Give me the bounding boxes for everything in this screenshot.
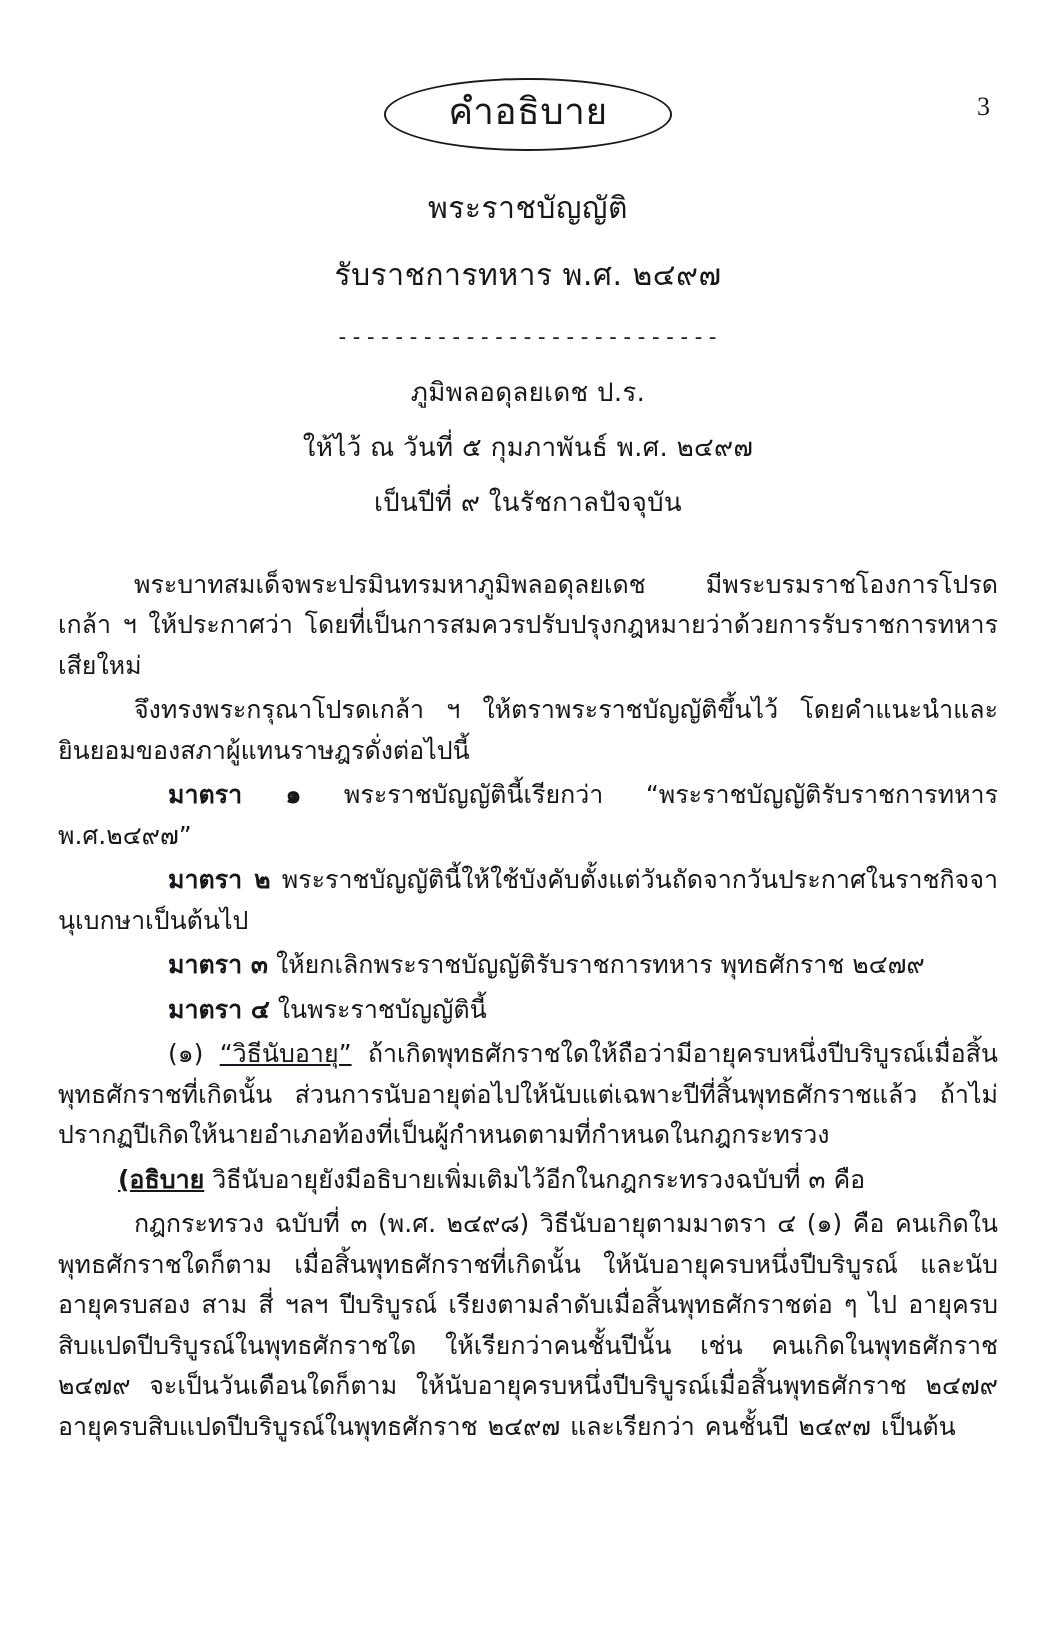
- document-body: [58, 565, 998, 1448]
- preamble-paragraph-1: พระบาทสมเด็จพระปรมินทรมหาภูมิพลอดุลยเดช มีพระบรมราชโองการโปรดเกล้า ฯ ให้ประกาศว่า โดยที่เป็นการสมควรปรับปรุงกฎหมายว่าด้วยการรับราชการทหารเสียใหม่: [58, 569, 998, 680]
- section-4: [58, 990, 998, 1031]
- royal-name: ภูมิพลอดุลยเดช ป.ร.: [410, 377, 646, 408]
- section-3-text: ให้ยกเลิกพระราชบัญญัติรับราชการทหาร พุทธศักราช ๒๔๗๙: [275, 950, 925, 980]
- explanation-label: (อธิบาย: [118, 1164, 205, 1194]
- section-2: [58, 860, 998, 941]
- document-page: [0, 78, 1056, 1627]
- oval-title-container: [0, 78, 1056, 151]
- section-4-text: ในพระราชบัญญัตินี้: [277, 994, 487, 1024]
- oval-title: คำอธิบาย: [384, 78, 671, 151]
- clause-1-text: ถ้าเกิดพุทธศักราชใดให้ถือว่ามีอายุครบหนึ่งปีบริบูรณ์เมื่อสิ้นพุทธศักราชที่เกิดนั้น ส่วนการนับอายุต่อไปให้นับแต่เฉพาะปีที่สิ้นพุทธศักราชแล้ว ถ้าไม่ปรากฏปีเกิดให้นายอำเภอท้องที่เป็นผู้กำหนดตามที่กำหนดในกฎกระทรวง: [58, 1039, 998, 1150]
- section-1-label: มาตรา ๑: [168, 780, 302, 810]
- section-1-text: พระราชบัญญัตินี้เรียกว่า “พระราชบัญญัติรับราชการทหาร พ.ศ.๒๔๙๗”: [58, 780, 999, 850]
- explanation-intro-text: วิธีนับอายุยังมีอธิบายเพิ่มเติมไว้อีกในกฎกระทรวงฉบับที่ ๓ คือ: [212, 1164, 866, 1194]
- clause-1-term: “วิธีนับอายุ”: [219, 1039, 352, 1069]
- clause-1: [58, 1034, 998, 1156]
- clause-1-number: (๑): [168, 1039, 204, 1069]
- preamble-paragraph-2: จึงทรงพระกรุณาโปรดเกล้า ฯ ให้ตราพระราชบัญญัติขึ้นไว้ โดยคำแนะนำและยินยอมของสภาผู้แทนราษฎรดั่งต่อไปนี้: [58, 695, 998, 765]
- act-subtitle: รับราชการทหาร พ.ศ. ๒๔๙๗: [334, 257, 722, 293]
- section-1: [58, 775, 998, 856]
- section-2-label: มาตรา ๒: [168, 865, 271, 895]
- section-2-text: พระราชบัญญัตินี้ให้ใช้บังคับตั้งแต่วันถัดจากวันประกาศในราชกิจจานุเบกษาเป็นต้นไป: [58, 865, 999, 935]
- reign-year: เป็นปีที่ ๙ ในรัชกาลปัจจุบัน: [374, 487, 682, 518]
- section-4-label: มาตรา ๔: [168, 994, 270, 1024]
- explanation-intro: [58, 1160, 998, 1201]
- page-number: 3: [977, 92, 990, 121]
- section-3: [58, 945, 998, 986]
- divider-rule: ---------------------------: [335, 324, 721, 350]
- explanation-body: กฎกระทรวง ฉบับที่ ๓ (พ.ศ. ๒๔๙๘) วิธีนับอายุตามมาตรา ๔ (๑) คือ คนเกิดในพุทธศักราชใดก็ตาม เมื่อสิ้นพุทธศักราชที่เกิดนั้น ให้นับอายุครบหนึ่งปีบริบูรณ์ และนับอายุครบสอง สาม สี่ ฯลฯ ปีบริบูรณ์ เรียงตามลำดับเมื่อสิ้นพุทธศักราชต่อ ๆ ไป อายุครบสิบแปดปีบริบูรณ์ในพุทธศักราชใด ให้เรียกว่าคนชั้นปีนั้น เช่น คนเกิดในพุทธศักราช ๒๔๗๙ จะเป็นวันเดือนใดก็ตาม ให้นับอายุครบหนึ่งปีบริบูรณ์เมื่อสิ้นพุทธศักราช ๒๔๗๙ อายุครบสิบแปดปีบริบูรณ์ในพุทธศักราช ๒๔๙๗ และเรียกว่า คนชั้นปี ๒๔๙๗ เป็นต้น: [58, 1209, 998, 1441]
- act-title: พระราชบัญญัติ: [428, 190, 628, 226]
- given-date: ให้ไว้ ณ วันที่ ๕ กุมภาพันธ์ พ.ศ. ๒๔๙๗: [302, 432, 754, 463]
- section-3-label: มาตรา ๓: [168, 950, 269, 980]
